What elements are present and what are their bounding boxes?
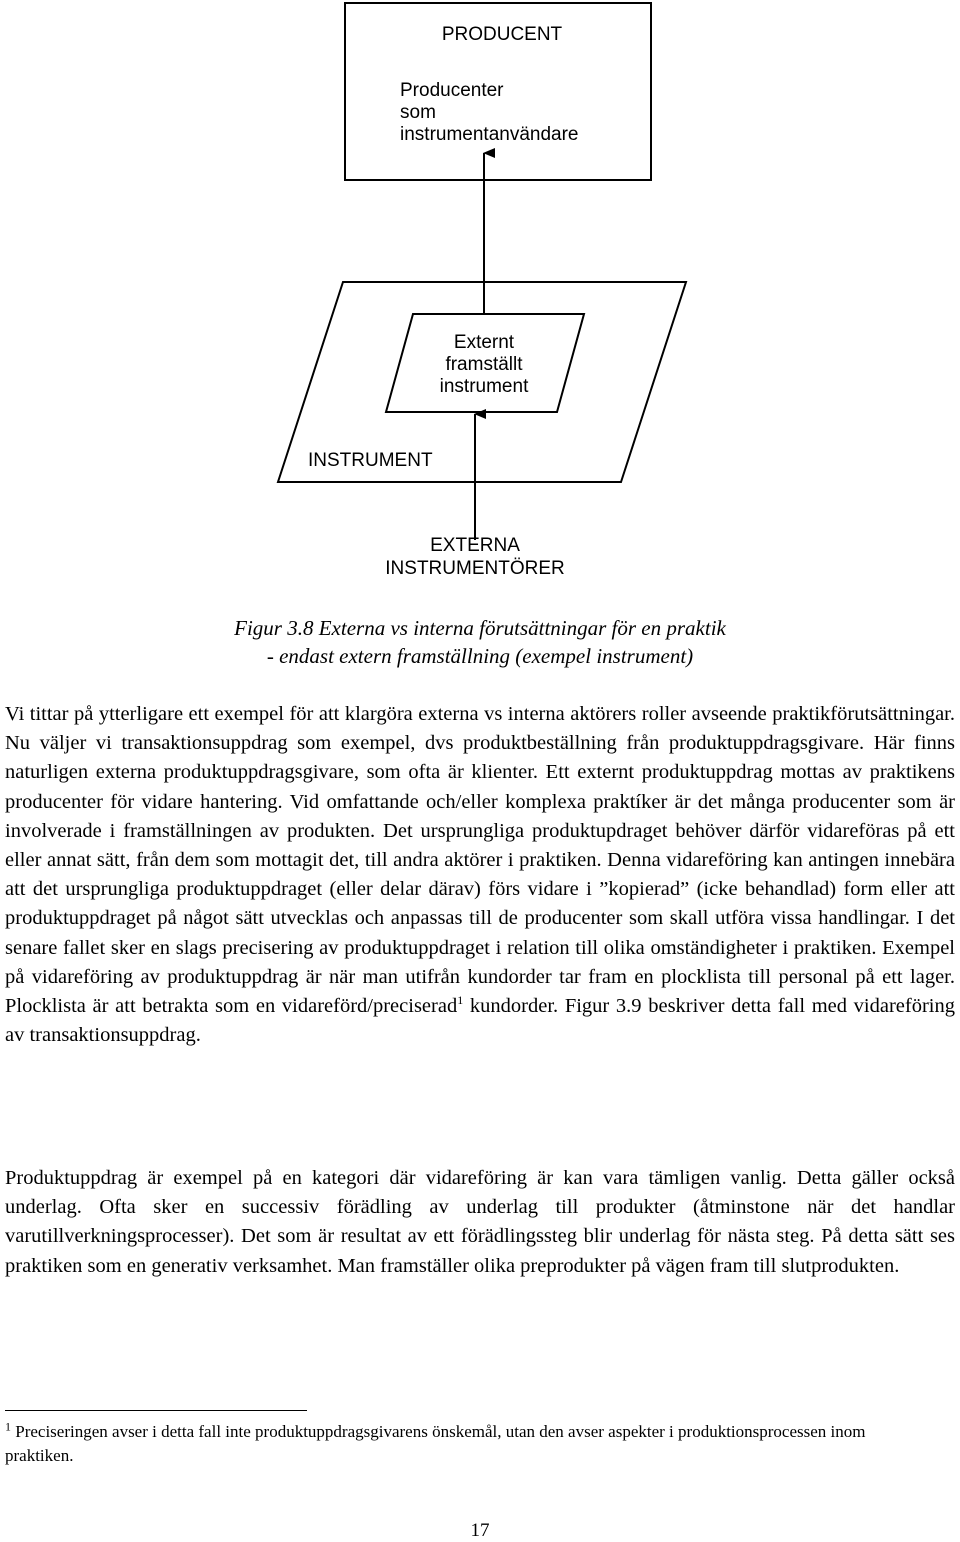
figure-caption-line-1: Figur 3.8 Externa vs interna förutsättningar för en praktik (234, 616, 726, 640)
body-paragraph-2: Produktuppdrag är exempel på en kategori där vidareföring är kan vara tämligen vanlig. Detta gäller också underlag. Ofta sker en successiv förädling av underlag till produkter (åtminstone när det handlar varutillverkningsprocesser). Det som är resultat av ett förädlingssteg blir underlag för nästa steg. På detta sätt ses praktiken som en generativ verksamhet. Man framställer olika preprodukter på vägen fram till slutprodukten. (5, 1167, 955, 1277)
footnote-separator (5, 1410, 307, 1411)
external-instrument-line-3: instrument (439, 376, 529, 397)
footnote (5, 1420, 885, 1468)
body-paragraph-1 (5, 700, 955, 1050)
instrument-label: INSTRUMENT (308, 450, 433, 471)
external-instrument-line-2: framställt (445, 354, 523, 375)
producer-title: PRODUCENT (441, 24, 563, 45)
page-number: 17 (470, 1520, 490, 1541)
external-actors-line-2: INSTRUMENTÖRER (385, 558, 565, 579)
body-paragraph-1-text: Vi tittar på ytterligare ett exempel för att klargöra externa vs interna aktörers roller avseende praktikförutsättningar. Nu väljer vi transaktionsuppdrag som exempel, dvs produktbeställning från produktuppdragsgivare. Här finns naturligen externa produktuppdragsgivare, som ofta är klienter. Ett externt produktuppdrag mottas av praktikens producenter för vidare hantering. Vid omfattande och/eller komplexa praktíker är det många producenter som är involverade i framställningen av produkten. Det ursprungliga produktupdraget behöver därför vidareföras på ett eller annat sätt, från dem som mottagit det, till andra aktörer i praktiken. Denna vidareföring kan antingen innebära att det ursprungliga produktuppdraget (eller delar därav) förs vidare i ”kopierad” (icke behandlad) form eller att produktuppdraget på något sätt utvecklas och anpassas till de producenter som skall utföra vissa handlingar. I det senare fallet sker en slags precisering av produktuppdraget i relation till olika omständigheter i praktiken. Exempel på vidareföring av produktuppdrag är när man utifrån kundorder tar fram en plocklista till personal på ett lager. Plocklista är att betrakta som en vidareförd/preciserad (5, 703, 955, 1018)
external-actors-line-1: EXTERNA (430, 535, 520, 556)
footnote-text: Preciseringen avser i detta fall inte produktuppdragsgivarens önskemål, utan den avser aspekter i produktionsprocessen inom praktiken. (5, 1422, 866, 1465)
figure-caption (0, 614, 960, 670)
producer-role-line-1: Producenter (400, 80, 504, 101)
figure-caption-line-2: - endast extern framställning (exempel instrument) (266, 644, 694, 668)
producer-role-line-2: som (400, 102, 436, 123)
footnote-number: 1 (5, 1419, 11, 1434)
figure-diagram (0, 0, 960, 600)
producer-role-line-3: instrumentanvändare (400, 124, 579, 145)
external-instrument-line-1: Externt (453, 332, 515, 353)
body-paragraph-1-end: kundorder. Figur 3.9 beskriver detta fall med vidareföring av transaktionsuppdrag. (5, 995, 956, 1047)
footnote-reference: 1 (457, 993, 464, 1008)
